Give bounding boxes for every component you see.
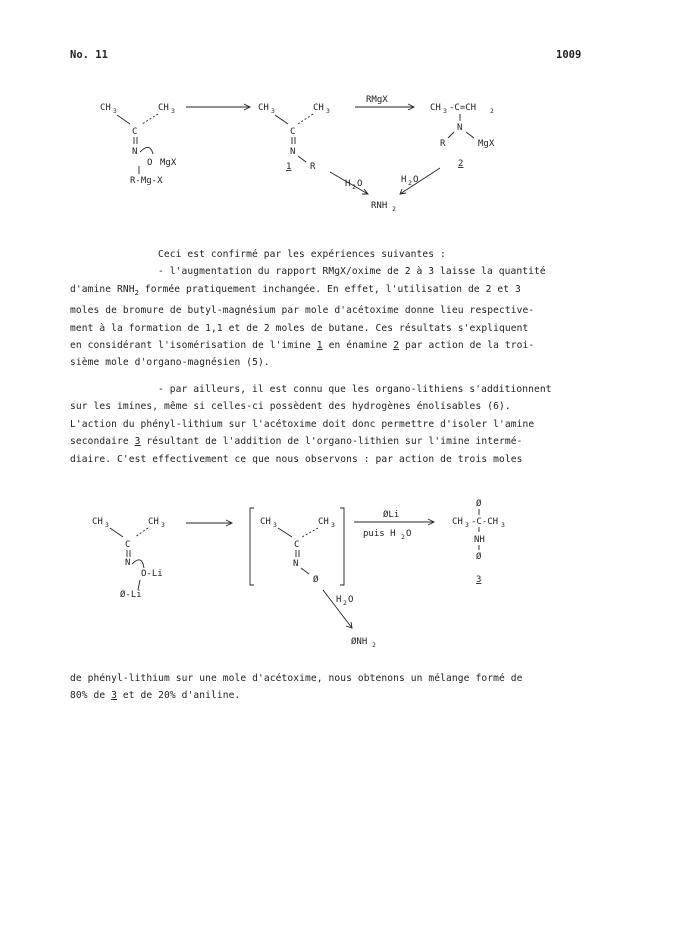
- product-aniline: ØNH: [351, 637, 368, 647]
- svg-text:N: N: [132, 147, 138, 157]
- svg-text:3: 3: [331, 521, 335, 529]
- svg-text:3: 3: [326, 107, 330, 115]
- reaction-scheme-2: [0, 490, 680, 660]
- paragraph-result: de phényl-lithium sur une mole d'acétoxime, nous obtenons un mélange formé de 80% de 3 et de 20% d'aniline.: [70, 673, 523, 702]
- molecule-bracketed-intermediate: [250, 508, 344, 585]
- svg-text:N: N: [290, 147, 296, 157]
- svg-text:3: 3: [273, 521, 277, 529]
- svg-text:Ø-Li: Ø-Li: [120, 590, 142, 600]
- svg-text:O: O: [406, 529, 412, 539]
- svg-text:2: 2: [372, 641, 376, 649]
- svg-text:H: H: [345, 179, 351, 189]
- svg-text:3: 3: [465, 521, 469, 529]
- svg-text:RMgX: RMgX: [366, 95, 388, 105]
- svg-text:3: 3: [113, 107, 117, 115]
- svg-text:3: 3: [476, 575, 482, 585]
- svg-text:CH: CH: [92, 517, 103, 527]
- molecule-enamine-2: [430, 103, 495, 169]
- svg-text:CH: CH: [260, 517, 271, 527]
- molecule-amine-3: [452, 498, 505, 585]
- svg-text:R: R: [310, 162, 316, 172]
- svg-text:3: 3: [161, 521, 165, 529]
- svg-text:CH: CH: [158, 103, 169, 113]
- svg-text:NH: NH: [474, 535, 485, 545]
- svg-text:O: O: [147, 158, 153, 168]
- svg-text:ØLi: ØLi: [383, 510, 400, 520]
- svg-text:3: 3: [171, 107, 175, 115]
- svg-text:puis H: puis H: [363, 529, 396, 539]
- svg-text:O: O: [357, 179, 363, 189]
- svg-text:Ø: Ø: [476, 552, 482, 562]
- svg-text:2: 2: [392, 205, 396, 213]
- svg-text:MgX: MgX: [478, 139, 495, 149]
- svg-text:O-Li: O-Li: [141, 569, 163, 579]
- svg-text:CH: CH: [313, 103, 324, 113]
- svg-text:H: H: [401, 175, 407, 185]
- svg-text:2: 2: [458, 159, 464, 169]
- svg-text:N: N: [293, 559, 299, 569]
- svg-text:R: R: [440, 139, 446, 149]
- svg-text:3: 3: [501, 521, 505, 529]
- page-number: 1009: [556, 49, 582, 61]
- svg-text:-C-CH: -C-CH: [471, 517, 499, 527]
- molecule-lithium-complex: [92, 517, 165, 600]
- paragraph-organolithium: - par ailleurs, il est connu que les organo-lithiens s'additionnent sur les imines, même si celles-ci possèdent des hydrogènes énolisables (6). L'action du phényl-lithium sur l'acétoxime doit donc permettre d'isoler l'amine secondaire 3 résultant de l'addition de l'organo-lithien sur l'imine intermé- diaire. C'est effectivement ce que nous observons : par action de trois moles: [70, 384, 552, 465]
- svg-text:CH: CH: [258, 103, 269, 113]
- svg-text:H: H: [336, 595, 342, 605]
- svg-text:O: O: [413, 175, 419, 185]
- svg-text:2: 2: [401, 533, 405, 541]
- svg-text:CH: CH: [148, 517, 159, 527]
- svg-text:2: 2: [343, 599, 347, 607]
- svg-text:2: 2: [408, 179, 412, 187]
- svg-text:C: C: [290, 127, 296, 137]
- reaction-scheme-1: [0, 90, 680, 220]
- molecule-imine-1: [258, 103, 330, 172]
- journal-issue: No. 11: [70, 49, 108, 61]
- svg-text:CH: CH: [318, 517, 329, 527]
- paragraph-confirmation: Ceci est confirmé par les expériences suivantes : - l'augmentation du rapport RMgX/oxime de 2 à 3 laisse la quantité d'amine $RNH_2$ formée pratiquement inchangée. En effet, l'utilisation de 2 et 3 moles de bromure de butyl-magnésium par mole d'acétoxime donne lieu respective- ment à la formation de 1,1 et de 2 moles de butane. Ces résultats s'expliquent en considérant l'isomérisation de l'imine 1 en énamine 2 par action de la troi- sième mole d'organo-magnésien (5).: [70, 249, 546, 369]
- svg-text:1: 1: [286, 162, 292, 172]
- svg-text:N: N: [125, 558, 131, 568]
- svg-text:C: C: [132, 127, 138, 137]
- svg-text:3: 3: [105, 521, 109, 529]
- svg-text:Ø: Ø: [476, 499, 482, 509]
- svg-text:CH: CH: [100, 103, 111, 113]
- svg-text:CH: CH: [452, 517, 463, 527]
- svg-text:3: 3: [443, 107, 447, 115]
- svg-text:MgX: MgX: [160, 158, 177, 168]
- svg-text:CH: CH: [430, 103, 441, 113]
- product-rnh2: RNH: [371, 201, 388, 211]
- molecule-acetoxime-complex: [100, 103, 177, 186]
- svg-text:C: C: [294, 540, 300, 550]
- svg-text:R-Mg-X: R-Mg-X: [130, 176, 163, 186]
- svg-text:3: 3: [271, 107, 275, 115]
- svg-text:Ø: Ø: [313, 575, 319, 585]
- svg-text:N: N: [457, 123, 463, 133]
- svg-text:-C=CH: -C=CH: [449, 103, 477, 113]
- svg-text:C: C: [125, 540, 131, 550]
- svg-text:O: O: [348, 595, 354, 605]
- svg-text:2: 2: [352, 183, 356, 191]
- svg-text:2: 2: [490, 107, 494, 115]
